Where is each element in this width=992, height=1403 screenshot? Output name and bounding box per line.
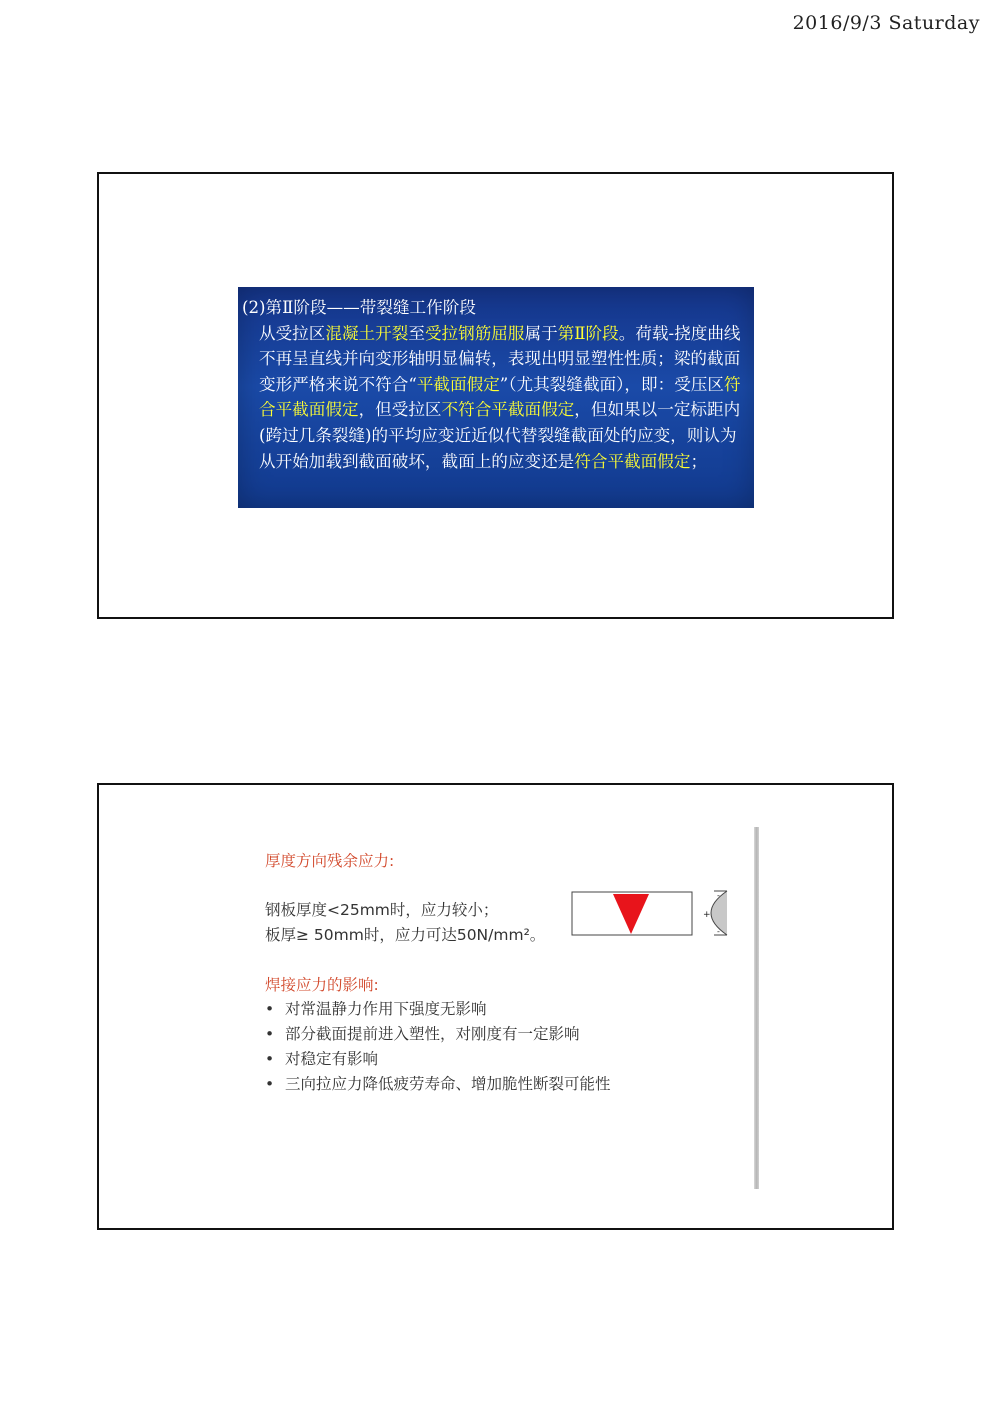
- bullet-dot: •: [265, 1025, 275, 1043]
- minus-sign-bottom: -: [717, 927, 720, 936]
- list-item: [265, 1072, 611, 1097]
- bullet-dot: •: [265, 1000, 275, 1018]
- slide-stage-two: [238, 287, 754, 508]
- paragraph-text: 属于: [524, 323, 558, 343]
- weld-section-diagram: [569, 889, 739, 949]
- bullet-text: 对常温静力作用下强度无影响: [285, 1000, 487, 1018]
- bullet-dot: •: [265, 1075, 275, 1093]
- paragraph-text: ；: [690, 451, 708, 471]
- paragraph-text: 。荷载-挠度曲线不再呈直线并向变形轴明显偏转，表现出明显塑性性质；梁的截面变形严格来说不符合“: [259, 323, 741, 394]
- paragraph-text: ”（尤其裂缝截面），即：受压区: [499, 374, 724, 394]
- slide-residual-stress: [259, 825, 759, 1195]
- highlighted-term: 平截面假定: [416, 374, 500, 394]
- bullet-text: 对稳定有影响: [285, 1050, 379, 1068]
- slide-heading: (2)第Ⅱ阶段——带裂缝工作阶段: [242, 298, 476, 317]
- list-item: [265, 1022, 611, 1047]
- paragraph-text: 至: [408, 323, 425, 343]
- minus-sign-top: -: [717, 891, 720, 900]
- slide-frame-2: [97, 783, 894, 1230]
- effect-bullet-list: [265, 997, 611, 1097]
- bullet-text: 三向拉应力降低疲劳寿命、增加脆性断裂可能性: [285, 1075, 611, 1093]
- thin-plate-line: 钢板厚度<25mm时，应力较小；: [265, 901, 499, 919]
- highlighted-term: 受拉钢筋屈服: [424, 323, 525, 343]
- bullet-text: 部分截面提前进入塑性，对刚度有一定影响: [285, 1025, 580, 1043]
- list-item: [265, 1047, 611, 1072]
- slide-frame-1: [97, 172, 894, 619]
- thickness-stress-heading: 厚度方向残余应力:: [265, 852, 395, 870]
- highlighted-term: 混凝土开裂: [325, 323, 409, 343]
- paragraph-text: 从受拉区: [259, 323, 326, 343]
- slide-paragraph: [242, 321, 748, 475]
- highlighted-term: 符合平截面假定: [259, 374, 741, 420]
- highlighted-term: 第Ⅱ阶段: [557, 323, 619, 343]
- plus-sign: +: [703, 910, 711, 920]
- highlighted-term: 符合平截面假定: [574, 451, 691, 471]
- weld-stress-effect-heading: 焊接应力的影响:: [265, 976, 379, 994]
- page-date: 2016/9/3 Saturday: [792, 12, 980, 34]
- bullet-dot: •: [265, 1050, 275, 1068]
- paragraph-text: ，但受拉区: [358, 400, 442, 420]
- highlighted-term: 不符合平截面假定: [441, 400, 575, 420]
- paragraph-text: ，但如果以一定标距内(跨过几条裂缝)的平均应变近近似代替裂缝截面处的应变，则认为从开始加载到截面破坏，截面上的应变还是: [259, 400, 741, 471]
- list-item: [265, 997, 611, 1022]
- thick-plate-line: 板厚≥ 50mm时，应力可达50N/mm²。: [265, 926, 546, 944]
